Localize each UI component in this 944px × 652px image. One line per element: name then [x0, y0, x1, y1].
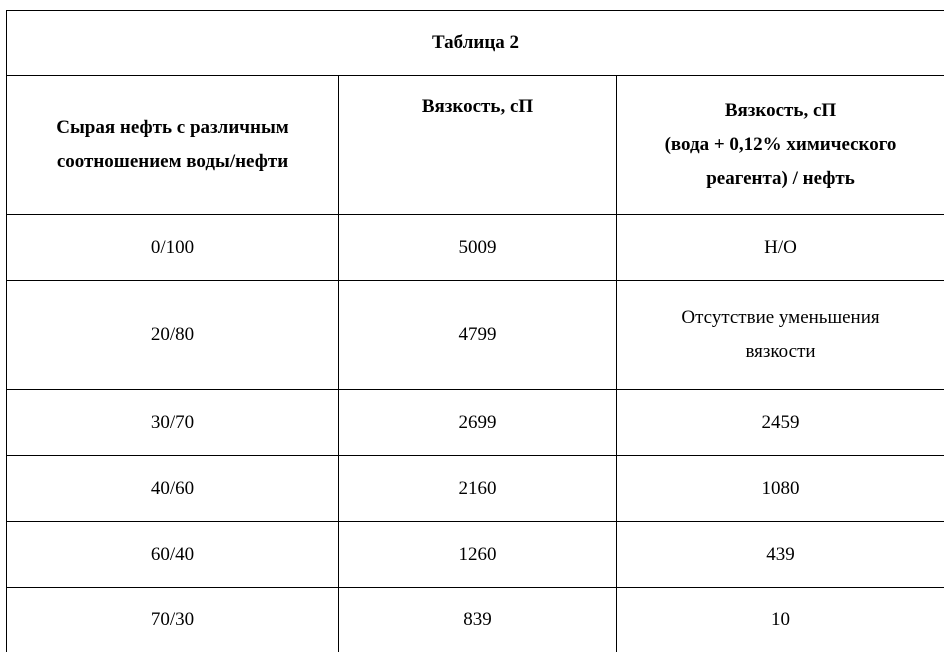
table-row — [7, 215, 944, 281]
header-viscosity-chem-line2: (вода + 0,12% химического — [623, 128, 938, 162]
cell-viscosity: 4799 — [339, 281, 617, 390]
table-row — [7, 588, 944, 652]
header-viscosity-chem — [617, 76, 944, 215]
cell-viscosity-chem-line1: Отсутствие уменьшения — [623, 301, 938, 335]
cell-ratio: 70/30 — [7, 588, 339, 652]
table-row — [7, 456, 944, 522]
table-row — [7, 281, 944, 390]
header-viscosity: Вязкость, сП — [339, 76, 617, 215]
cell-viscosity-chem: 2459 — [617, 390, 944, 456]
cell-ratio: 40/60 — [7, 456, 339, 522]
header-oil-ratio-line2: соотношением воды/нефти — [13, 145, 332, 179]
cell-viscosity: 839 — [339, 588, 617, 652]
cell-viscosity-chem — [617, 281, 944, 390]
cell-viscosity-chem-line2: вязкости — [623, 335, 938, 369]
cell-viscosity-chem: 1080 — [617, 456, 944, 522]
viscosity-table — [6, 10, 944, 652]
cell-viscosity-chem: 439 — [617, 522, 944, 588]
cell-viscosity: 2160 — [339, 456, 617, 522]
cell-ratio: 20/80 — [7, 281, 339, 390]
header-oil-ratio-line1: Сырая нефть с различным — [13, 111, 332, 145]
cell-viscosity: 2699 — [339, 390, 617, 456]
table-row — [7, 522, 944, 588]
table-header-row — [7, 76, 944, 215]
table-caption-row — [7, 11, 944, 76]
cell-viscosity: 1260 — [339, 522, 617, 588]
data-table-container — [6, 10, 944, 652]
cell-ratio: 30/70 — [7, 390, 339, 456]
header-viscosity-chem-line1: Вязкость, сП — [623, 94, 938, 128]
table-caption: Таблица 2 — [7, 11, 944, 76]
cell-viscosity-chem: Н/О — [617, 215, 944, 281]
table-row — [7, 390, 944, 456]
cell-ratio: 0/100 — [7, 215, 339, 281]
cell-ratio: 60/40 — [7, 522, 339, 588]
cell-viscosity: 5009 — [339, 215, 617, 281]
header-viscosity-chem-line3: реагента) / нефть — [623, 162, 938, 196]
cell-viscosity-chem: 10 — [617, 588, 944, 652]
header-oil-ratio — [7, 76, 339, 215]
